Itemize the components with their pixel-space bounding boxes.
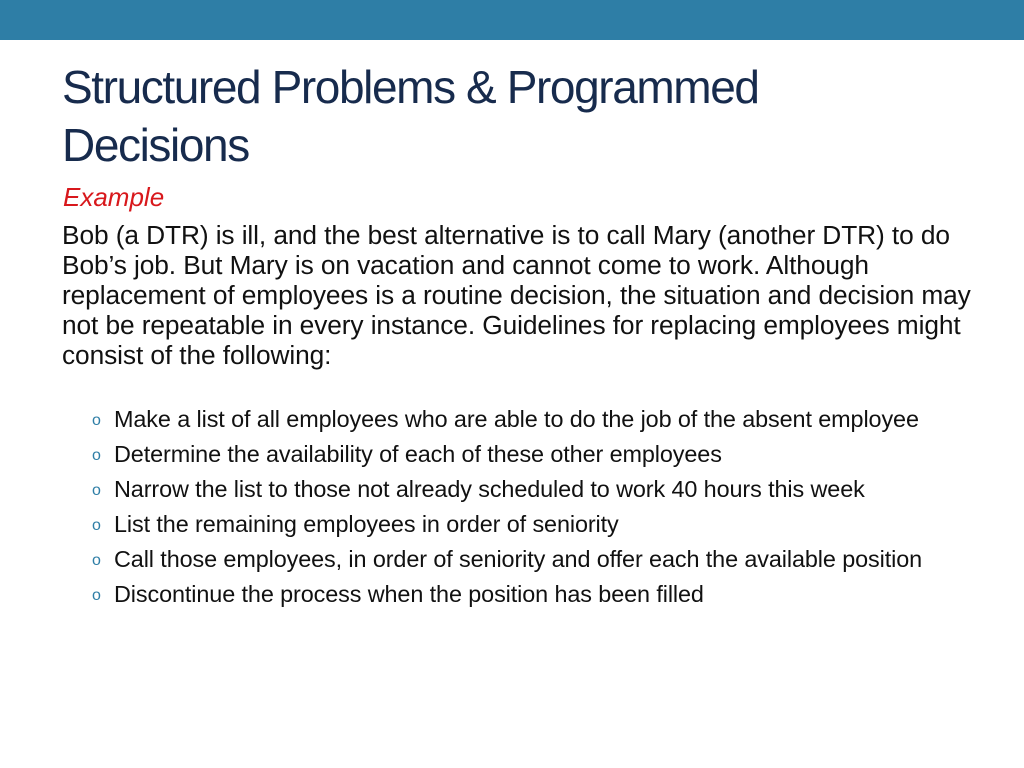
list-item-text: Narrow the list to those not already scheduled to work 40 hours this week (114, 476, 865, 502)
list-item-text: Discontinue the process when the position has been filled (114, 581, 704, 607)
bullet-circle-icon: o (92, 447, 101, 464)
list-item (90, 511, 990, 538)
example-label: Example (63, 182, 165, 212)
slide-title (62, 58, 962, 174)
bullet-circle-icon: o (92, 412, 101, 429)
list-item (90, 581, 990, 608)
list-item (90, 406, 990, 433)
list-item-text: Determine the availability of each of these other employees (114, 441, 722, 467)
bullet-circle-icon: o (92, 587, 101, 604)
list-item (90, 476, 990, 503)
bullet-circle-icon: o (92, 517, 101, 534)
list-item-text: Call those employees, in order of seniority and offer each the available position (114, 546, 923, 572)
slide-title-line-1: Structured Problems & Programmed (62, 61, 759, 113)
bullet-circle-icon: o (92, 552, 101, 569)
top-accent-bar (0, 0, 1024, 40)
list-item (90, 546, 990, 573)
guidelines-list (90, 406, 990, 616)
list-item-text: Make a list of all employees who are able to do the job of the absent employee (114, 406, 919, 432)
bullet-circle-icon: o (92, 482, 101, 499)
list-item-text: List the remaining employees in order of seniority (114, 511, 619, 537)
slide-title-line-2: Decisions (62, 119, 249, 171)
body-paragraph: Bob (a DTR) is ill, and the best alternative is to call Mary (another DTR) to do Bob’s job. But Mary is on vacation and cannot come to work. Although replacement of employees is a routine decision, the situation and decision may not be repeatable in every instance. Guidelines for replacing employees might consist of the following: (62, 220, 971, 370)
list-item (90, 441, 990, 468)
